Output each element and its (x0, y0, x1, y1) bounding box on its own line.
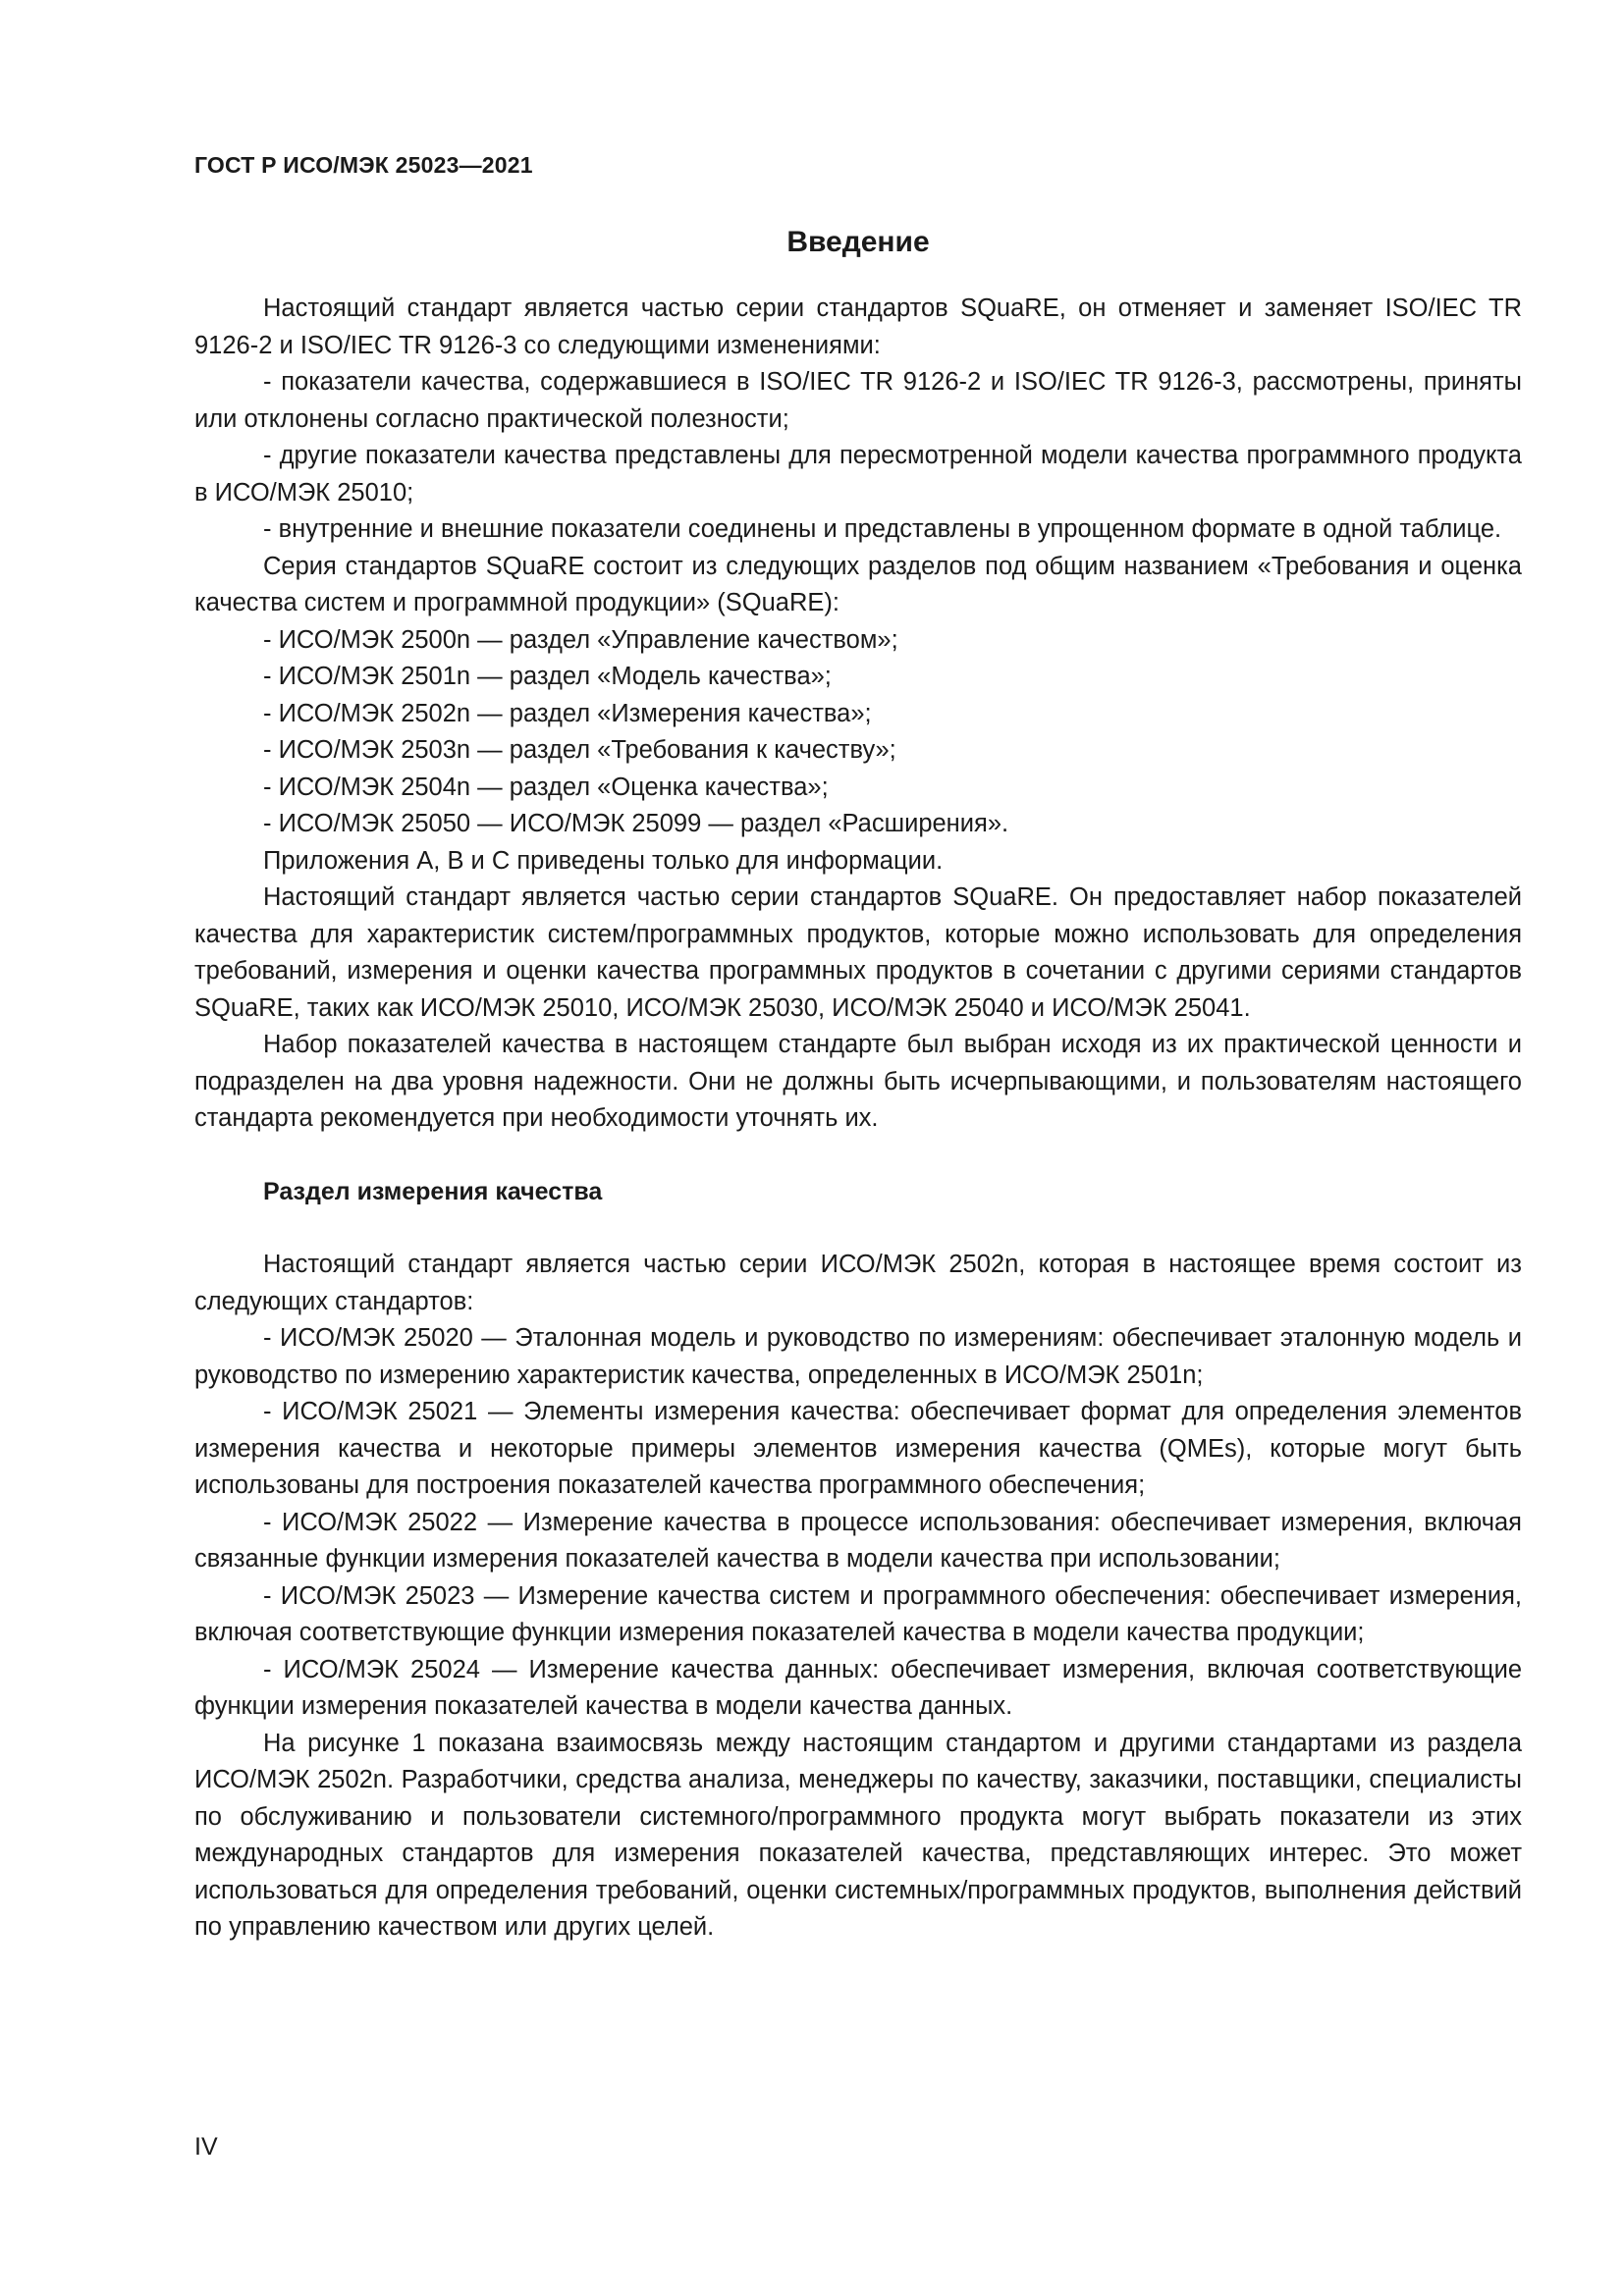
document-body (194, 291, 1522, 1947)
paragraph: Набор показателей качества в настоящем стандарте был выбран исходя из их практической ценности и подразделен на два уровня надежности. Они не должны быть исчерпывающими, и пользователям настоящего стандарта рекомендуется при необходимости уточнять их. (194, 1031, 1522, 1132)
paragraph: Серия стандартов SQuaRE состоит из следующих разделов под общим названием «Требования и оценка качества систем и программной продукции» (SQuaRE): (194, 552, 1522, 616)
list-item: - ИСО/МЭК 25050 — ИСО/МЭК 25099 — раздел «Расширения». (263, 810, 1009, 837)
paragraph: Настоящий стандарт является частью серии стандартов SQuaRE. Он предоставляет набор показателей качества для характеристик систем/программных продуктов, которые можно использовать для определения требований, измерения и оценки качества программных продуктов в сочетании с другими сериями стандартов SQuaRE, таких как ИСО/МЭК 25010, ИСО/МЭК 25030, ИСО/МЭК 25040 и ИСО/МЭК 25041. (194, 883, 1522, 1022)
page-number: IV (194, 2133, 218, 2161)
list-item: - ИСО/МЭК 25022 — Измерение качества в процессе использования: обеспечивает измерения, включая связанные функции измерения показателей качества в модели качества при использовании; (194, 1508, 1522, 1573)
paragraph: Приложения А, В и С приведены только для информации. (263, 846, 944, 875)
list-item: - ИСО/МЭК 25023 — Измерение качества систем и программного обеспечения: обеспечивает измерения, включая соответствующие функции измерения показателей качества в модели качества продукции; (194, 1581, 1522, 1646)
list-item: - внутренние и внешние показатели соединены и представлены в упрощенном формате в одной таблице. (263, 515, 1502, 543)
list-item: - ИСО/МЭК 2502n — раздел «Измерения качества»; (263, 699, 872, 727)
list-item: - ИСО/МЭК 2504n — раздел «Оценка качества»; (263, 773, 829, 801)
list-item: - ИСО/МЭК 2501n — раздел «Модель качества»; (263, 663, 832, 690)
document-header: ГОСТ Р ИСО/МЭК 25023—2021 (194, 152, 533, 178)
list-item: - ИСО/МЭК 2500n — раздел «Управление качеством»; (263, 625, 898, 654)
paragraph: Настоящий стандарт является частью серии стандартов SQuaRE, он отменяет и заменяет ISO/IEC TR 9126-2 и ISO/IEC TR 9126-3 со следующими изменениями: (194, 294, 1522, 359)
section-title: Введение (786, 226, 930, 258)
list-item: - ИСО/МЭК 25024 — Измерение качества данных: обеспечивает измерения, включая соответствующие функции измерения показателей качества в модели качества данных. (194, 1655, 1522, 1720)
list-item: - ИСО/МЭК 2503n — раздел «Требования к качеству»; (263, 736, 896, 764)
list-item: - ИСО/МЭК 25021 — Элементы измерения качества: обеспечивает формат для определения элементов измерения качества и некоторые примеры элементов измерения качества (QMEs), которые могут быть использованы для построения показателей качества программного обеспечения; (194, 1398, 1522, 1499)
subsection-heading: Раздел измерения качества (263, 1177, 603, 1205)
paragraph: На рисунке 1 показана взаимосвязь между настоящим стандартом и другими стандартами из раздела ИСО/МЭК 2502n. Разработчики, средства анализа, менеджеры по качеству, заказчики, поставщики, специалисты по обслуживанию и пользователи системного/программного продукта могут выбрать показатели из этих международных стандартов для измерения показателей качества, представляющих интерес. Это может использоваться для определения требований, оценки системных/программных продуктов, выполнения действий по управлению качеством или других целей. (194, 1729, 1522, 1941)
list-item: - ИСО/МЭК 25020 — Эталонная модель и руководство по измерениям: обеспечивает эталонную модель и руководство по измерению характеристик качества, определенных в ИСО/МЭК 2501n; (194, 1324, 1522, 1389)
list-item: - другие показатели качества представлены для пересмотренной модели качества программного продукта в ИСО/МЭК 25010; (194, 442, 1522, 507)
paragraph: Настоящий стандарт является частью серии ИСО/МЭК 2502n, которая в настоящее время состоит из следующих стандартов: (194, 1251, 1522, 1315)
list-item: - показатели качества, содержавшиеся в ISO/IEC TR 9126-2 и ISO/IEC TR 9126-3, рассмотрены, приняты или отклонены согласно практической полезности; (194, 368, 1522, 433)
